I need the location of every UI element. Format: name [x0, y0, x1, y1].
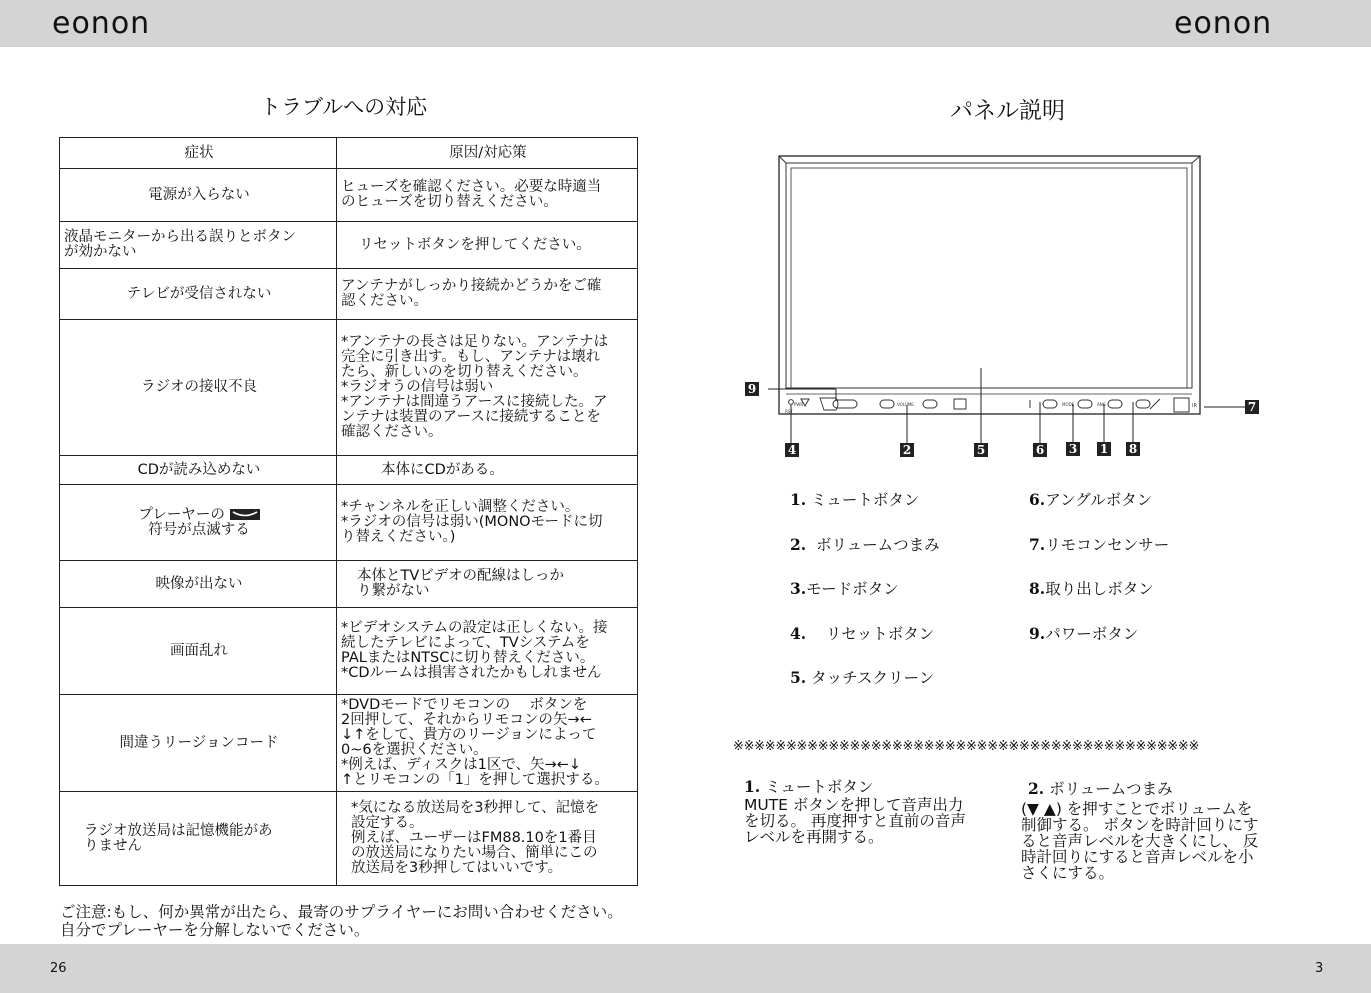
table-row: [60, 485, 638, 561]
symptom-cell: [60, 320, 337, 456]
panel-outer-frame: [779, 156, 1200, 414]
symptom-text: テレビが受信されない: [126, 285, 272, 302]
legend-item: 5. タッチスクリーン: [790, 668, 935, 687]
power-button: [833, 400, 857, 408]
cause-cell: [337, 792, 638, 886]
cause-text: ヒューズを確認ください。必要な時適当 のヒューズを切り替えください。: [341, 179, 602, 210]
legend-item: 6.アングルボタン: [1029, 490, 1153, 509]
blinking-symbol-icon: [230, 509, 260, 520]
cause-cell: [337, 320, 638, 456]
footer-bar: [0, 944, 1371, 993]
symptom-text: ラジオ放送局は記憶機能があ りません: [84, 822, 273, 854]
header-bar: [0, 0, 1371, 47]
marker-7: 7: [1245, 400, 1259, 414]
marker-6: 6: [1033, 443, 1047, 457]
page-number-left: 26: [50, 961, 67, 976]
cause-cell: [337, 456, 638, 485]
touch-screen: [791, 168, 1187, 388]
cause-text: *気になる放送局を3秒押して、記憶を 設定する。 例えば、ユーザーはFM88.10を1番目 の放送局になりたい場合、簡単にこの 放送局を3秒押してはいいです。: [351, 800, 600, 876]
symptom-cell: [60, 169, 337, 222]
cause-text: *ビデオシステムの設定は正しくない。接 続したテレビによって、TVシステムを PALまたはNTSCに切り替えください。 *CDルームは損害されたかもしれません: [341, 620, 608, 681]
legend-item: 8.取り出しボタン: [1029, 579, 1154, 598]
table-row: [60, 320, 638, 456]
table-row: [60, 561, 638, 608]
table-row: [60, 269, 638, 320]
rst-label: RST: [785, 409, 793, 414]
marker-2: 2: [900, 443, 914, 457]
legend-item: 9.パワーボタン: [1029, 624, 1139, 643]
marker-3: 3: [1066, 442, 1080, 456]
cause-cell: [337, 169, 638, 222]
symptom-cell: [60, 222, 337, 269]
legend-item: 3.モードボタン: [790, 579, 899, 598]
table-row: [60, 222, 638, 269]
symptom-cell: [60, 485, 337, 561]
panel-description-title: パネル説明: [950, 98, 1065, 124]
page-number-right: 3: [1315, 961, 1324, 976]
symptom-text: 映像が出ない: [155, 575, 243, 592]
symptom-text: 画面乱れ: [170, 642, 228, 659]
nav-button: [954, 399, 966, 409]
symptom-text: ラジオの接収不良: [141, 379, 257, 395]
symptom-cell: [60, 456, 337, 485]
mute-description: 1. ミュートボタン MUTE ボタンを押して音声出力 を切る。 再度押すと直前の音声 レベルを再開する。: [744, 777, 966, 846]
symptom-text: 間違うリージョンコード: [119, 734, 279, 751]
volume-label: VOLUME: [897, 402, 914, 407]
legend-item: 1. ミュートボタン: [790, 490, 920, 509]
table-row: [60, 695, 638, 792]
legend-item: 2. ボリュームつまみ: [790, 535, 940, 554]
symptom-cell: [60, 608, 337, 695]
ang-label: ANG: [1097, 402, 1106, 407]
cause-cell: [337, 608, 638, 695]
ir-sensor-window: [1174, 398, 1189, 412]
column-header-cause: 原因/対応策: [337, 138, 638, 169]
cause-cell: [337, 561, 638, 608]
cause-cell: [337, 485, 638, 561]
volume-down-button: [880, 400, 894, 408]
marker-8: 8: [1126, 442, 1140, 456]
separator: ※※※※※※※※※※※※※※※※※※※※※※※※※※※※※※※※※※※※※※※※※※※※: [733, 739, 1200, 754]
legend-item: 7.リモコンセンサー: [1029, 535, 1170, 554]
symptom-cell: [60, 561, 337, 608]
cause-cell: [337, 222, 638, 269]
eject-button: [1136, 400, 1150, 408]
cause-text: *アンテナの長さは足りない。アンテナは 完全に引き出す。もし、アンテナは壊れ たら、新しいのを切り替えください。 *ラジオうの信号は弱い *アンテナは間違うアースに接続した。ア ンテナは装置のアースに接続することを 確認ください。: [341, 334, 609, 440]
table-row: [60, 608, 638, 695]
caution-note: ご注意:もし、何か異常が出たら、最寄のサプライヤーにお問い合わせください。 自分でプレーヤーを分解しないでください。: [60, 903, 623, 939]
angle-button: [1043, 400, 1057, 408]
legend-item: 4. リセットボタン: [790, 624, 935, 643]
marker-9: 9: [745, 382, 759, 396]
volume-up-button: [923, 400, 937, 408]
troubleshooting-title: トラブルへの対応: [260, 95, 428, 119]
troubleshooting-table: [59, 137, 638, 886]
mute-button: [1108, 400, 1122, 408]
symptom-text: 電源が入らない: [148, 186, 250, 203]
symptom-text: CDが読み込めない: [137, 461, 261, 478]
mode-button: [1078, 400, 1092, 408]
reset-hole: [789, 400, 794, 405]
symptom-cell: [60, 695, 337, 792]
column-header-symptom: 症状: [60, 138, 337, 169]
screen-bezel: [786, 163, 1192, 388]
cause-text: 本体にCDがある。: [381, 461, 504, 478]
cause-text: リセットボタンを押してください。: [359, 236, 591, 253]
table-row: [60, 169, 638, 222]
volume-description: 2. ボリュームつまみ (▼ ▲) を押すことでボリュームを 制御する。 ボタンを時計回りにす ると音声レベルを大きくにし、 反 時計回りにすると音声レベルを小 さくにする。: [1021, 779, 1259, 882]
table-header-row: [60, 138, 638, 169]
cause-cell: [337, 695, 638, 792]
cause-text: 本体とTVビデオの配線はしっか り繋がない: [357, 568, 564, 599]
marker-5: 5: [974, 443, 988, 457]
brand-logo-left: eonon: [52, 6, 151, 41]
brand-logo-right: eonon: [1174, 6, 1273, 41]
cause-text: *DVDモードでリモコンの ボタンを 2回押して、それからリモコンの矢→← ↓↑をして、貴方のリージョンによって 0~6を選択ください。 *例えば、ディスクは1区で、矢→←↓ ↑とリモコンの「1」を押して選択する。: [341, 697, 609, 788]
marker-1: 1: [1097, 442, 1111, 456]
mode-label: MODE: [1062, 402, 1075, 407]
cause-text: アンテナがしっかり接続かどうかをご確 認ください。: [341, 278, 602, 309]
symptom-text-line2: 符号が点滅する: [148, 521, 250, 538]
ir-label: IR: [1192, 403, 1197, 409]
table-row: [60, 456, 638, 485]
marker-4: 4: [785, 443, 799, 457]
eject-triangle-icon: [801, 399, 809, 406]
symptom-cell: [60, 269, 337, 320]
cause-cell: [337, 269, 638, 320]
table-row: [60, 792, 638, 886]
symptom-cell: [60, 792, 337, 886]
pwr-label: PWR: [794, 402, 804, 407]
cause-text: *チャンネルを正しい調整ください。 *ラジオの信号は弱い(MONOモードに切 り替えください。): [341, 499, 603, 545]
symptom-text: 液晶モニターから出る誤りとボタン が効かない: [64, 229, 296, 260]
symptom-text: プレーヤーの: [138, 506, 225, 523]
